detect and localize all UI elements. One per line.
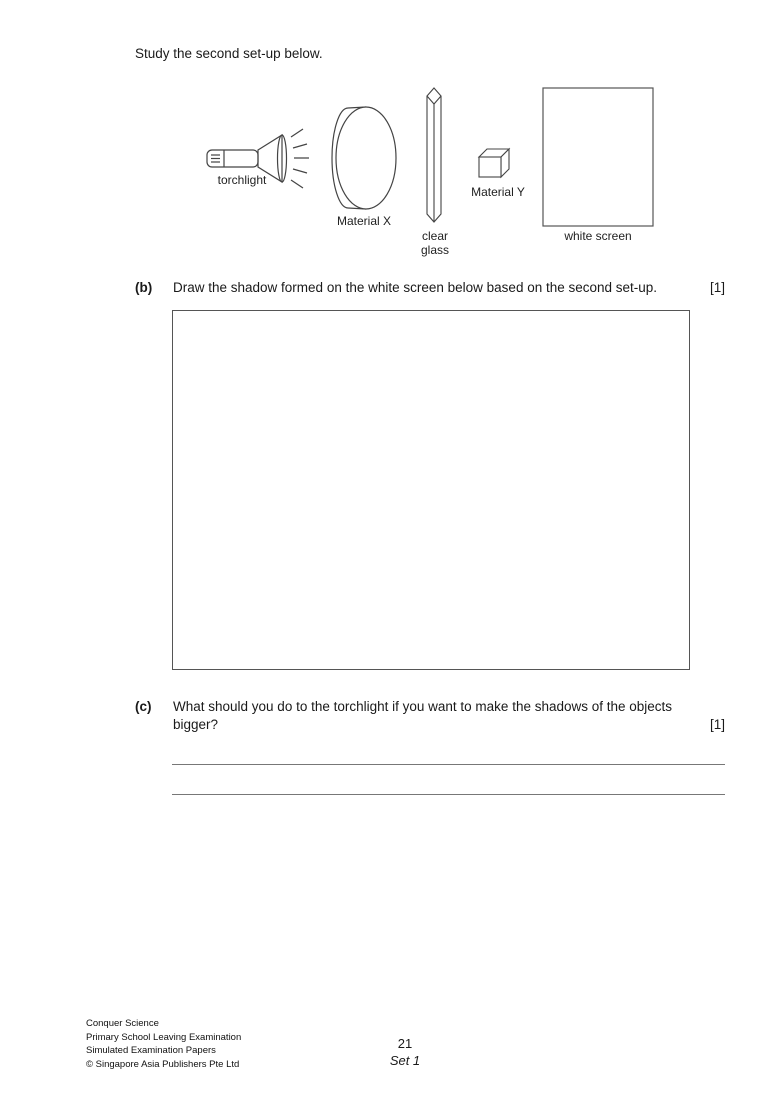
page-footer-center <box>355 1035 455 1069</box>
light-rays <box>291 129 309 188</box>
material-y-label: Material Y <box>471 185 525 199</box>
page-number: 21 <box>397 1036 413 1051</box>
clear-glass-label-line2: glass <box>420 243 450 257</box>
setup-diagram <box>0 0 778 270</box>
torchlight-label: torchlight <box>217 173 267 187</box>
publisher-line: © Singapore Asia Publishers Pte Ltd <box>86 1058 240 1070</box>
publisher-line: Conquer Science <box>86 1018 159 1029</box>
question-b-marks: [1] <box>709 280 725 295</box>
set-label: Set 1 <box>389 1053 421 1068</box>
answer-line-1[interactable] <box>172 764 725 765</box>
publisher-line: Simulated Examination Papers <box>86 1045 216 1056</box>
question-c-text-line2: bigger? <box>173 717 219 732</box>
question-c-text-line1: What should you do to the torchlight if you want to make the shadows of the objects <box>173 699 673 714</box>
intro-text: Study the second set-up below. <box>135 46 323 61</box>
answer-line-2[interactable] <box>172 794 725 795</box>
question-c-marks: [1] <box>709 717 725 732</box>
clear-glass-label-line1: clear <box>421 229 449 243</box>
shadow-drawing-area[interactable] <box>172 310 690 670</box>
material-x-label: Material X <box>336 214 392 228</box>
clear-glass-figure <box>427 88 441 222</box>
question-b-text: Draw the shadow formed on the white screen below based on the second set-up. <box>173 280 658 295</box>
question-c-label: (c) <box>135 699 152 714</box>
question-b <box>135 279 725 297</box>
question-c <box>135 698 725 734</box>
question-b-label: (b) <box>135 280 153 295</box>
material-y-figure <box>479 149 509 177</box>
white-screen-figure <box>543 88 653 226</box>
white-screen-label: white screen <box>564 229 632 243</box>
publisher-line: Primary School Leaving Examination <box>86 1031 242 1043</box>
publisher-info <box>86 1017 241 1071</box>
material-x-figure <box>332 107 396 209</box>
